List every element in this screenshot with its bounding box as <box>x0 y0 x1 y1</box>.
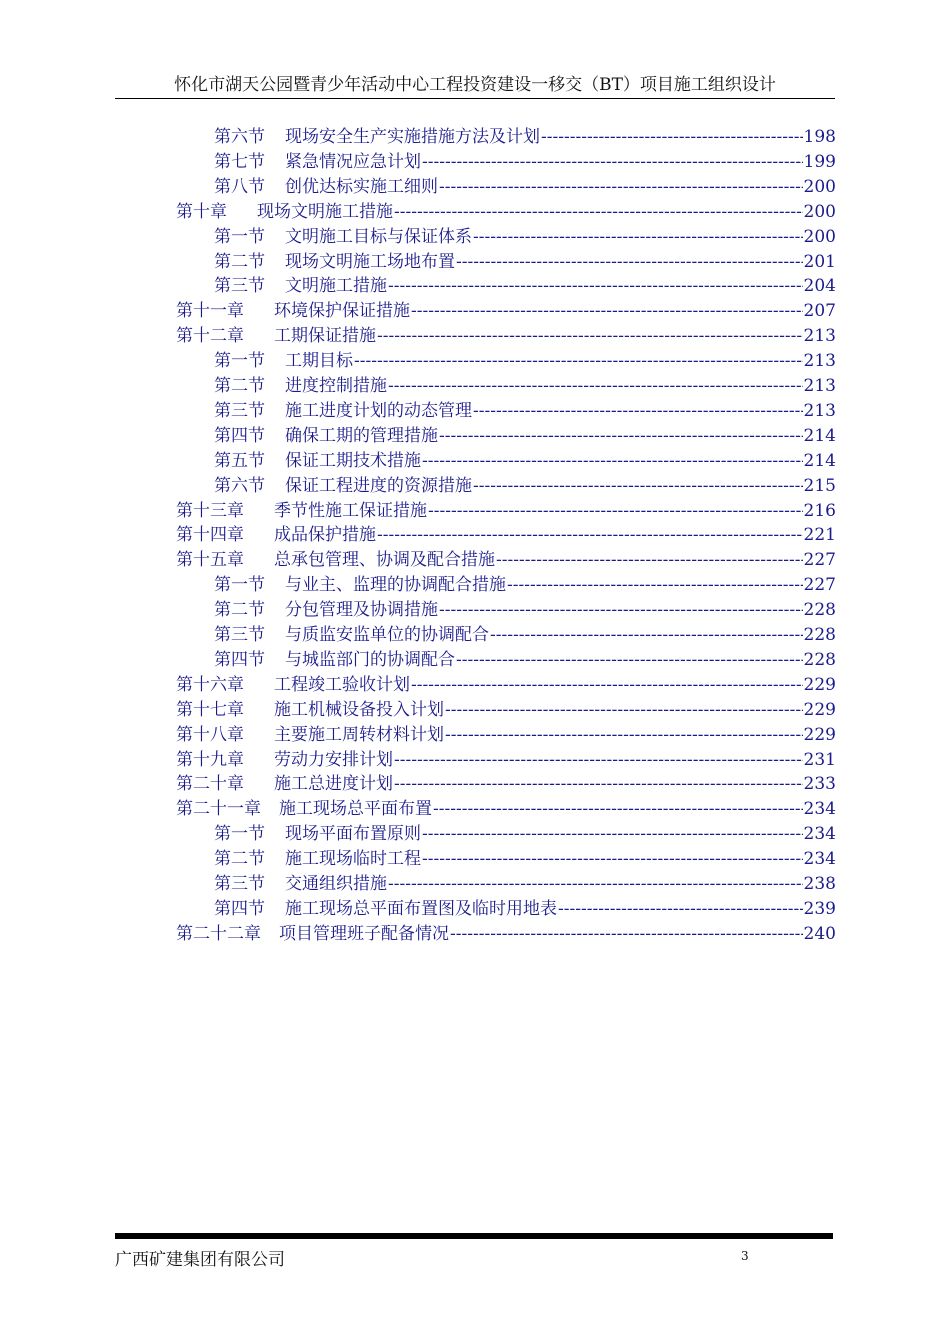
toc-entry-title: 成品保护措施 <box>274 525 376 546</box>
toc-entry-title: 施工机械设备投入计划 <box>274 699 444 720</box>
toc-entry-page: 213 <box>803 351 836 372</box>
toc-entry-number: 第十五章 <box>176 550 244 571</box>
toc-entry-title: 创优达标实施工细则 <box>285 176 438 197</box>
toc-entry-number: 第八节 <box>214 176 265 197</box>
toc-entry-page: 234 <box>803 824 836 845</box>
toc-entry-page: 213 <box>803 326 836 347</box>
toc-entry-title: 分包管理及协调措施 <box>285 600 438 621</box>
toc-leader-dashes <box>394 748 803 772</box>
toc-leader-dashes <box>422 449 803 473</box>
toc-entry-number: 第七节 <box>214 151 265 172</box>
toc-leader-dashes <box>428 499 803 523</box>
toc-entry-page: 228 <box>803 649 836 670</box>
toc-leader-dashes <box>422 150 803 174</box>
toc-section-entry[interactable] <box>214 623 836 647</box>
toc-leader-dashes <box>445 723 803 747</box>
toc-entry-page: 214 <box>803 425 836 446</box>
toc-entry-title: 紧急情况应急计划 <box>285 151 421 172</box>
toc-entry-number: 第三节 <box>214 276 265 297</box>
toc-leader-dashes <box>377 324 803 348</box>
toc-entry-page: 234 <box>803 799 836 820</box>
toc-chapter-entry[interactable] <box>176 499 836 523</box>
toc-chapter-entry[interactable] <box>176 523 836 547</box>
footer-rule <box>115 1233 833 1239</box>
toc-entry-number: 第一节 <box>214 575 265 596</box>
toc-leader-dashes <box>394 200 803 224</box>
toc-entry-number: 第十一章 <box>176 301 244 322</box>
toc-entry-page: 200 <box>803 226 836 247</box>
toc-entry-title: 主要施工周转材料计划 <box>274 724 444 745</box>
toc-entry-number: 第二节 <box>214 251 265 272</box>
toc-leader-dashes <box>388 374 803 398</box>
toc-entry-number: 第十四章 <box>176 525 244 546</box>
toc-section-entry[interactable] <box>214 349 836 373</box>
toc-entry-page: 207 <box>803 301 836 322</box>
toc-entry-page: 214 <box>803 450 836 471</box>
toc-chapter-entry[interactable] <box>176 723 836 747</box>
toc-section-entry[interactable] <box>214 374 836 398</box>
toc-entry-number: 第二节 <box>214 600 265 621</box>
toc-entry-title: 工程竣工验收计划 <box>274 674 410 695</box>
toc-entry-title: 施工现场总平面布置图及临时用地表 <box>285 898 557 919</box>
toc-entry-number: 第二十二章 <box>176 923 261 944</box>
toc-section-entry[interactable] <box>214 274 836 298</box>
toc-entry-number: 第六节 <box>214 127 265 147</box>
toc-entry-number: 第一节 <box>214 226 265 247</box>
toc-entry-title: 现场安全生产实施措施方法及计划 <box>285 127 540 147</box>
toc-entry-title: 与城监部门的协调配合 <box>285 649 455 670</box>
toc-leader-dashes <box>422 822 803 846</box>
toc-leader-dashes <box>456 648 803 672</box>
toc-leader-dashes <box>422 847 803 871</box>
toc-section-entry[interactable] <box>214 648 836 672</box>
toc-entry-number: 第四节 <box>214 425 265 446</box>
toc-entry-title: 文明施工措施 <box>285 276 387 297</box>
toc-leader-dashes <box>496 548 803 572</box>
toc-entry-number: 第十二章 <box>176 326 244 347</box>
toc-chapter-entry[interactable] <box>176 673 836 697</box>
toc-entry-page: 234 <box>803 849 836 870</box>
toc-entry-page: 221 <box>803 525 836 546</box>
toc-entry-page: 204 <box>803 276 836 297</box>
toc-leader-dashes <box>354 349 803 373</box>
toc-leader-dashes <box>473 225 803 249</box>
toc-entry-title: 施工进度计划的动态管理 <box>285 400 472 421</box>
toc-chapter-entry[interactable] <box>176 324 836 348</box>
toc-chapter-entry[interactable] <box>176 299 836 323</box>
toc-entry-page: 238 <box>803 874 836 894</box>
toc-entry-title: 施工现场总平面布置 <box>279 799 432 820</box>
toc-leader-dashes <box>411 673 803 697</box>
toc-entry-title: 进度控制措施 <box>285 376 387 396</box>
toc-entry-page: 227 <box>803 575 836 596</box>
toc-entry-page: 200 <box>803 176 836 197</box>
toc-entry-page: 229 <box>803 699 836 720</box>
toc-entry-number: 第二十章 <box>176 774 244 795</box>
toc-leader-dashes <box>394 772 803 796</box>
toc-entry-number: 第十章 <box>176 201 227 222</box>
toc-section-entry[interactable] <box>214 847 836 871</box>
toc-section-entry[interactable] <box>214 250 836 274</box>
toc-section-entry[interactable] <box>214 175 836 199</box>
toc-entry-number: 第三节 <box>214 625 265 645</box>
toc-entry-page: 200 <box>803 201 836 222</box>
toc-section-entry[interactable] <box>214 872 836 896</box>
toc-entry-number: 第四节 <box>214 898 265 919</box>
toc-entry-page: 231 <box>803 749 836 770</box>
toc-leader-dashes <box>411 299 803 323</box>
toc-entry-title: 与质监安监单位的协调配合 <box>285 625 489 645</box>
toc-entry-title: 施工现场临时工程 <box>285 849 421 870</box>
toc-entry-title: 施工总进度计划 <box>274 774 393 795</box>
toc-section-entry[interactable] <box>214 424 836 448</box>
toc-entry-number: 第十七章 <box>176 699 244 720</box>
toc-entry-title: 总承包管理、协调及配合措施 <box>274 550 495 571</box>
toc-entry-page: 213 <box>803 400 836 421</box>
toc-leader-dashes <box>473 474 803 498</box>
toc-entry-number: 第三节 <box>214 874 265 894</box>
toc-entry-number: 第二节 <box>214 376 265 396</box>
toc-section-entry[interactable] <box>214 399 836 423</box>
toc-entry-number: 第三节 <box>214 400 265 421</box>
toc-entry-page: 216 <box>803 500 836 521</box>
toc-leader-dashes <box>388 274 803 298</box>
toc-chapter-entry[interactable] <box>176 748 836 772</box>
toc-leader-dashes <box>541 125 803 149</box>
toc-leader-dashes <box>439 598 803 622</box>
toc-entry-number: 第一节 <box>214 824 265 845</box>
toc-leader-dashes <box>450 922 803 946</box>
toc-entry-title: 确保工期的管理措施 <box>285 425 438 446</box>
toc-leader-dashes <box>445 698 803 722</box>
header-rule <box>115 98 835 99</box>
toc-entry-number: 第十六章 <box>176 674 244 695</box>
toc-entry-title: 项目管理班子配备情况 <box>279 923 449 944</box>
toc-chapter-entry[interactable] <box>176 772 836 796</box>
toc-entry-title: 保证工期技术措施 <box>285 450 421 471</box>
toc-entry-number: 第十三章 <box>176 500 244 521</box>
toc-chapter-entry[interactable] <box>176 698 836 722</box>
toc-entry-page: 213 <box>803 376 836 396</box>
toc-entry-title: 与业主、监理的协调配合措施 <box>285 575 506 596</box>
toc-chapter-entry[interactable] <box>176 548 836 572</box>
toc-leader-dashes <box>490 623 803 647</box>
toc-entry-title: 保证工程进度的资源措施 <box>285 475 472 496</box>
toc-leader-dashes <box>473 399 803 423</box>
toc-entry-page: 239 <box>803 898 836 919</box>
toc-leader-dashes <box>377 523 803 547</box>
toc-chapter-entry[interactable] <box>176 200 836 224</box>
toc-leader-dashes <box>439 175 803 199</box>
toc-entry-page: 201 <box>803 251 836 272</box>
toc-leader-dashes <box>456 250 803 274</box>
toc-entry-title: 季节性施工保证措施 <box>274 500 427 521</box>
toc-entry-title: 工期保证措施 <box>274 326 376 347</box>
toc-entry-page: 229 <box>803 724 836 745</box>
document-header-title: 怀化市湖天公园暨青少年活动中心工程投资建设一移交（BT）项目施工组织设计 <box>174 75 776 95</box>
toc-entry-number: 第五节 <box>214 450 265 471</box>
toc-entry-number: 第二节 <box>214 849 265 870</box>
toc-section-entry[interactable] <box>214 150 836 174</box>
toc-chapter-entry[interactable] <box>176 922 836 946</box>
toc-entry-page: 215 <box>803 475 836 496</box>
footer-page-number: 3 <box>741 1249 749 1263</box>
toc-section-entry[interactable] <box>214 598 836 622</box>
toc-entry-number: 第四节 <box>214 649 265 670</box>
toc-leader-dashes <box>388 872 803 896</box>
toc-entry-title: 现场平面布置原则 <box>285 824 421 845</box>
toc-entry-number: 第十八章 <box>176 724 244 745</box>
toc-section-entry[interactable] <box>214 125 836 149</box>
toc-entry-page: 227 <box>803 550 836 571</box>
toc-entry-title: 工期目标 <box>285 351 353 372</box>
toc-entry-page: 229 <box>803 674 836 695</box>
toc-entry-title: 交通组织措施 <box>285 874 387 894</box>
toc-entry-title: 现场文明施工场地布置 <box>285 251 455 272</box>
toc-chapter-entry[interactable] <box>176 797 836 821</box>
toc-leader-dashes <box>558 897 803 921</box>
toc-section-entry[interactable] <box>214 474 836 498</box>
toc-entry-number: 第六节 <box>214 475 265 496</box>
toc-section-entry[interactable] <box>214 573 836 597</box>
toc-entry-page: 228 <box>803 600 836 621</box>
toc-entry-title: 环境保护保证措施 <box>274 301 410 322</box>
toc-leader-dashes <box>439 424 803 448</box>
toc-entry-title: 现场文明施工措施 <box>257 201 393 222</box>
toc-entry-page: 228 <box>803 625 836 645</box>
toc-entry-page: 240 <box>803 923 836 944</box>
toc-entry-page: 233 <box>803 774 836 795</box>
toc-section-entry[interactable] <box>214 897 836 921</box>
toc-entry-page: 199 <box>803 151 836 172</box>
toc-entry-number: 第二十一章 <box>176 799 261 820</box>
toc-section-entry[interactable] <box>214 449 836 473</box>
toc-entry-title: 文明施工目标与保证体系 <box>285 226 472 247</box>
toc-section-entry[interactable] <box>214 822 836 846</box>
toc-section-entry[interactable] <box>214 225 836 249</box>
footer-company: 广西矿建集团有限公司 <box>115 1250 285 1270</box>
toc-leader-dashes <box>507 573 803 597</box>
toc-leader-dashes <box>433 797 803 821</box>
toc-entry-page: 198 <box>803 127 836 147</box>
toc-entry-number: 第十九章 <box>176 749 244 770</box>
toc-entry-title: 劳动力安排计划 <box>274 749 393 770</box>
toc-entry-number: 第一节 <box>214 351 265 372</box>
